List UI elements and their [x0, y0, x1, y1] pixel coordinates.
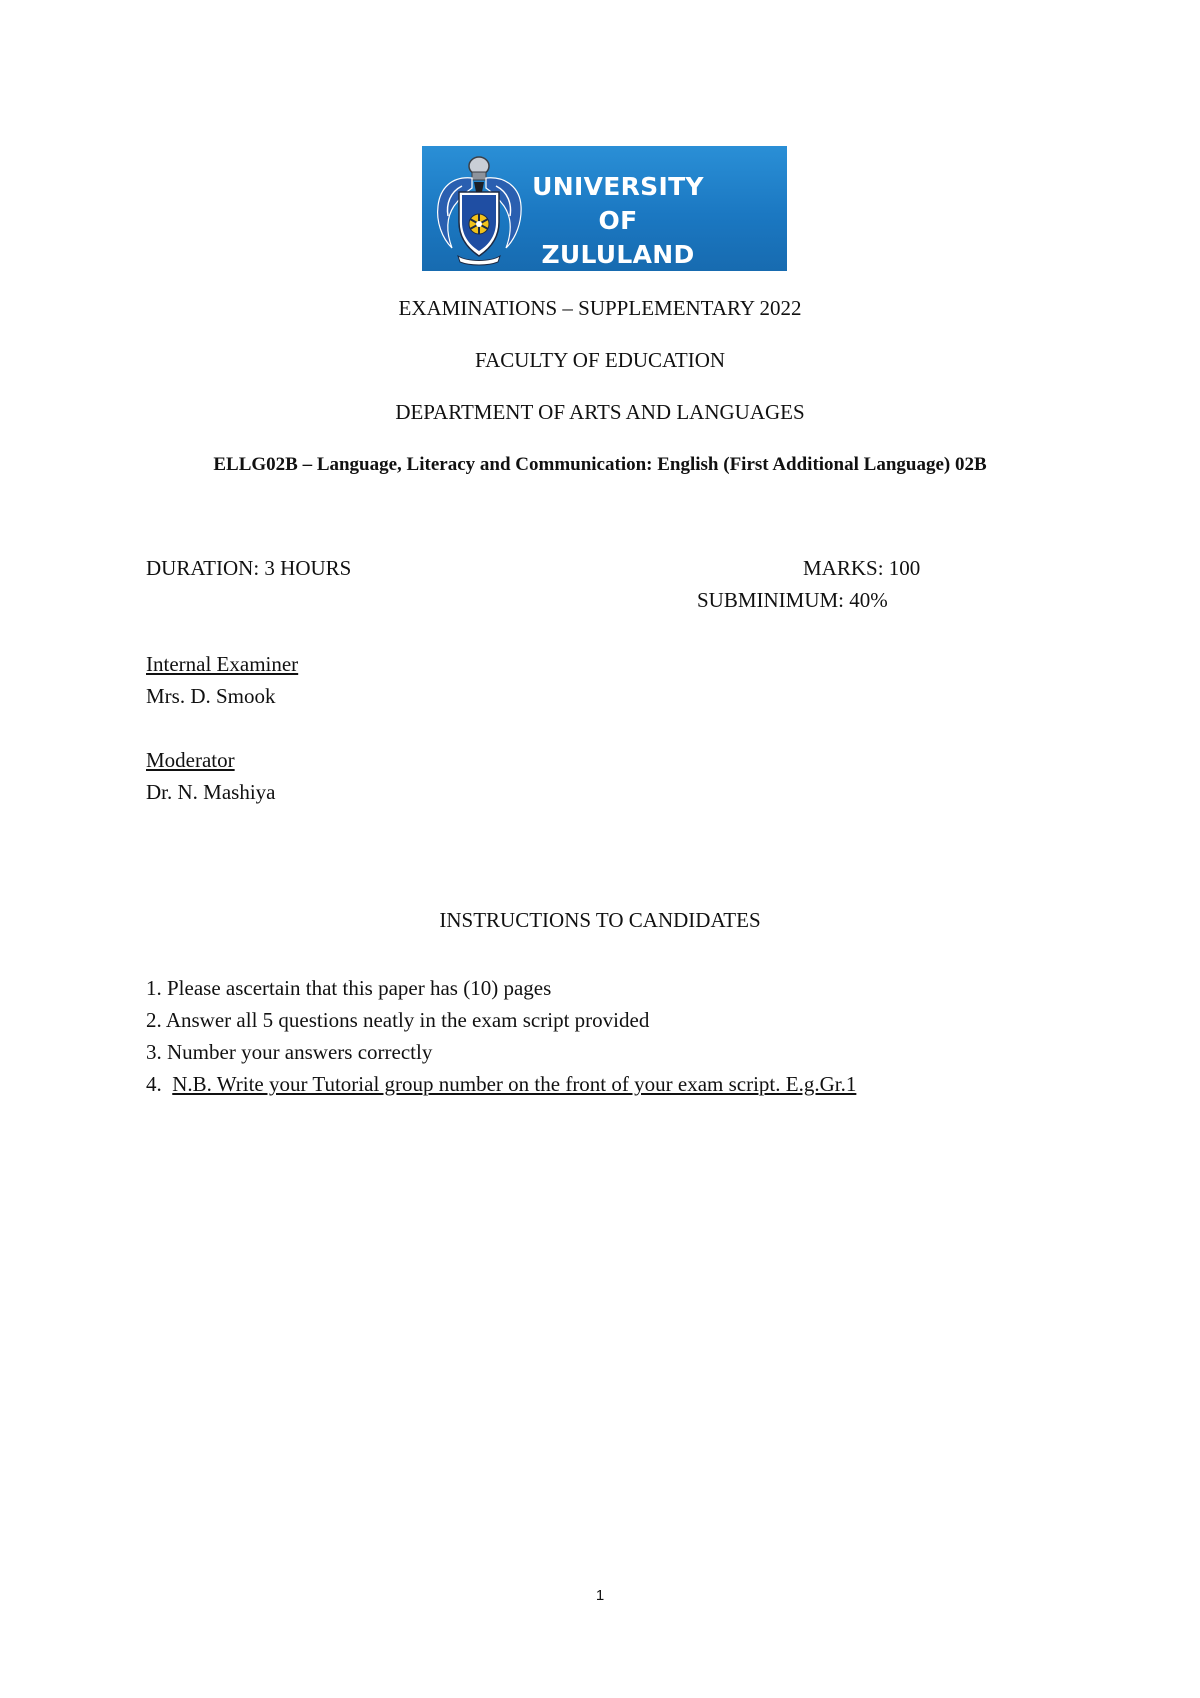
instruction-item	[146, 1036, 856, 1068]
instruction-number: 1.	[146, 976, 162, 1000]
instructions-heading: INSTRUCTIONS TO CANDIDATES	[439, 908, 761, 932]
logo-line-2: ZULULAND	[541, 240, 695, 269]
moderator-name: Dr. N. Mashiya	[146, 780, 276, 804]
instruction-text: Please ascertain that this paper has (10) pages	[167, 976, 552, 1000]
instruction-number: 4.	[146, 1072, 162, 1096]
instruction-text: Number your answers correctly	[167, 1040, 433, 1064]
university-logo	[422, 146, 787, 271]
department-title: DEPARTMENT OF ARTS AND LANGUAGES	[395, 400, 805, 424]
instruction-text-underlined: N.B. Write your Tutorial group number on the front of your exam script. E.g.Gr.1	[172, 1072, 857, 1096]
exam-title: EXAMINATIONS – SUPPLEMENTARY 2022	[398, 296, 802, 320]
instruction-item	[146, 972, 856, 1004]
university-name-wordmark	[528, 170, 708, 271]
instructions-list	[146, 972, 856, 1100]
logo-line-1: UNIVERSITY OF	[532, 172, 704, 235]
internal-examiner-name: Mrs. D. Smook	[146, 684, 276, 708]
instruction-number: 2.	[146, 1008, 162, 1032]
instruction-number: 3.	[146, 1040, 162, 1064]
instruction-item	[146, 1068, 856, 1100]
university-crest-icon	[432, 152, 527, 266]
page-number: 1	[595, 1587, 605, 1604]
marks-text: MARKS: 100	[803, 556, 921, 580]
instruction-text: Answer all 5 questions neatly in the exam script provided	[165, 1008, 650, 1032]
duration-text: DURATION: 3 HOURS	[146, 556, 352, 580]
internal-examiner-heading: Internal Examiner	[146, 652, 299, 676]
subminimum-text: SUBMINIMUM: 40%	[697, 588, 888, 612]
moderator-heading: Moderator	[146, 748, 235, 772]
course-title: ELLG02B – Language, Literacy and Communication: English (First Additional Language) 02B	[213, 454, 987, 475]
faculty-title: FACULTY OF EDUCATION	[474, 348, 726, 372]
instruction-item	[146, 1004, 856, 1036]
